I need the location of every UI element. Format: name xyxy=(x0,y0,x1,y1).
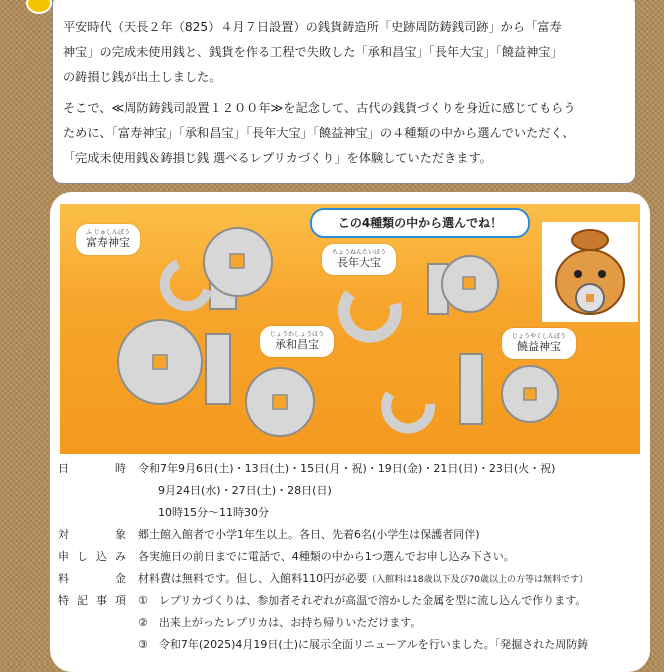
detail-key: 料 金 xyxy=(58,572,126,585)
coin-hole xyxy=(153,355,167,369)
coin-ruby: ふ じゅしんぽう xyxy=(86,229,130,236)
intro-card xyxy=(52,0,636,184)
intro-line: ために、「富寿神宝」「承和昌宝」「長年大宝」「饒益神宝」の４種類の中から選んでいただく、 xyxy=(63,126,575,140)
detail-row xyxy=(58,568,648,590)
coin-label-fujushinpo xyxy=(76,224,140,255)
coin-name: 富寿神宝 xyxy=(86,236,130,249)
coin-hole xyxy=(463,277,475,289)
broken-coin xyxy=(386,394,430,428)
event-details xyxy=(58,458,648,656)
intro-line: 神宝」の完成未使用銭と、銭貨を作る工程で失敗した「承和昌宝」「長年大宝」「饒益神宝」 xyxy=(63,45,563,59)
detail-value: 郷土館入館者で小学1年生以上。各日、先着6名(小学生は保護者同伴) xyxy=(138,528,480,541)
intro-line: 平安時代（天長２年（825）４月７日設置）の銭貨鋳造所「史跡周防鋳銭司跡」から「富寿 xyxy=(63,20,562,34)
coin-hole xyxy=(230,254,244,268)
coin-label-chonentaiho xyxy=(322,244,396,275)
detail-row xyxy=(58,590,648,612)
choose-callout: この4種類の中から選んでね！ xyxy=(310,208,530,238)
detail-value: ③ 令和7年(2025)4月19日(土)に展示全面リニューアルを行いました。「発掘された周防鋳 xyxy=(138,638,589,651)
coin-label-jowashoho xyxy=(260,326,334,357)
detail-key: 申し込み xyxy=(58,550,126,563)
detail-row xyxy=(58,458,648,480)
decorative-dot xyxy=(26,0,52,14)
coin-name: 承和昌宝 xyxy=(275,338,319,351)
mascot-illustration xyxy=(542,222,638,322)
event-card xyxy=(50,192,650,672)
coin-name: 饒益神宝 xyxy=(517,340,561,353)
broken-coin xyxy=(165,264,208,306)
coin-ruby: じょうやくしんぽう xyxy=(512,333,567,340)
coin-label-joyakushinpo xyxy=(502,328,576,359)
detail-value: 令和7年9月6日(土)・13日(土)・15日(月・祝)・19日(金)・21日(日)・23日(火・祝) xyxy=(138,462,556,475)
detail-value: 9月24日(水)・27日(土)・28日(日) xyxy=(158,484,332,497)
coin-ruby: じょうわしょうほう xyxy=(270,331,325,338)
broken-coin xyxy=(344,294,396,337)
detail-row xyxy=(58,546,648,568)
detail-key: 日 時 xyxy=(58,462,126,475)
detail-key: 特記事項 xyxy=(58,594,126,607)
intro-line: の鋳損じ銭が出土しました。 xyxy=(63,70,222,84)
detail-value: ① レプリカづくりは、参加者それぞれが高温で溶かした金属を型に流し込んで作ります。 xyxy=(138,594,587,607)
fee-note: （入館料は18歳以下及び70歳以上の方等は無料です） xyxy=(367,575,589,585)
detail-value: 各実施日の前日までに電話で、4種類の中から1つ選んでお申し込み下さい。 xyxy=(138,550,515,563)
detail-row xyxy=(58,524,648,546)
detail-row xyxy=(58,480,648,502)
coin-hole xyxy=(524,388,536,400)
coin-hole xyxy=(273,395,287,409)
detail-row xyxy=(58,502,648,524)
detail-row xyxy=(58,612,648,634)
detail-row xyxy=(58,634,648,656)
detail-value xyxy=(138,568,648,590)
coin-photo xyxy=(60,204,640,454)
coin-name: 長年大宝 xyxy=(337,256,381,269)
sprue xyxy=(206,334,230,404)
sprue xyxy=(460,354,482,424)
detail-value: 10時15分～11時30分 xyxy=(158,506,269,519)
mascot xyxy=(542,222,638,322)
detail-value: ② 出来上がったレプリカは、お持ち帰りいただけます。 xyxy=(138,616,422,629)
intro-line: そこで、≪周防鋳銭司設置１２００年≫を記念して、古代の銭貨づくりを身近に感じてもらう xyxy=(63,101,576,115)
detail-key: 対 象 xyxy=(58,528,126,541)
intro-line: 「完成未使用銭＆鋳損じ銭 選べるレプリカづくり」を体験していただきます。 xyxy=(63,151,492,165)
coin-ruby: ちょうねんたいほう xyxy=(332,249,387,256)
fee-text: 材料費は無料です。但し、入館料110円が必要 xyxy=(138,572,368,585)
